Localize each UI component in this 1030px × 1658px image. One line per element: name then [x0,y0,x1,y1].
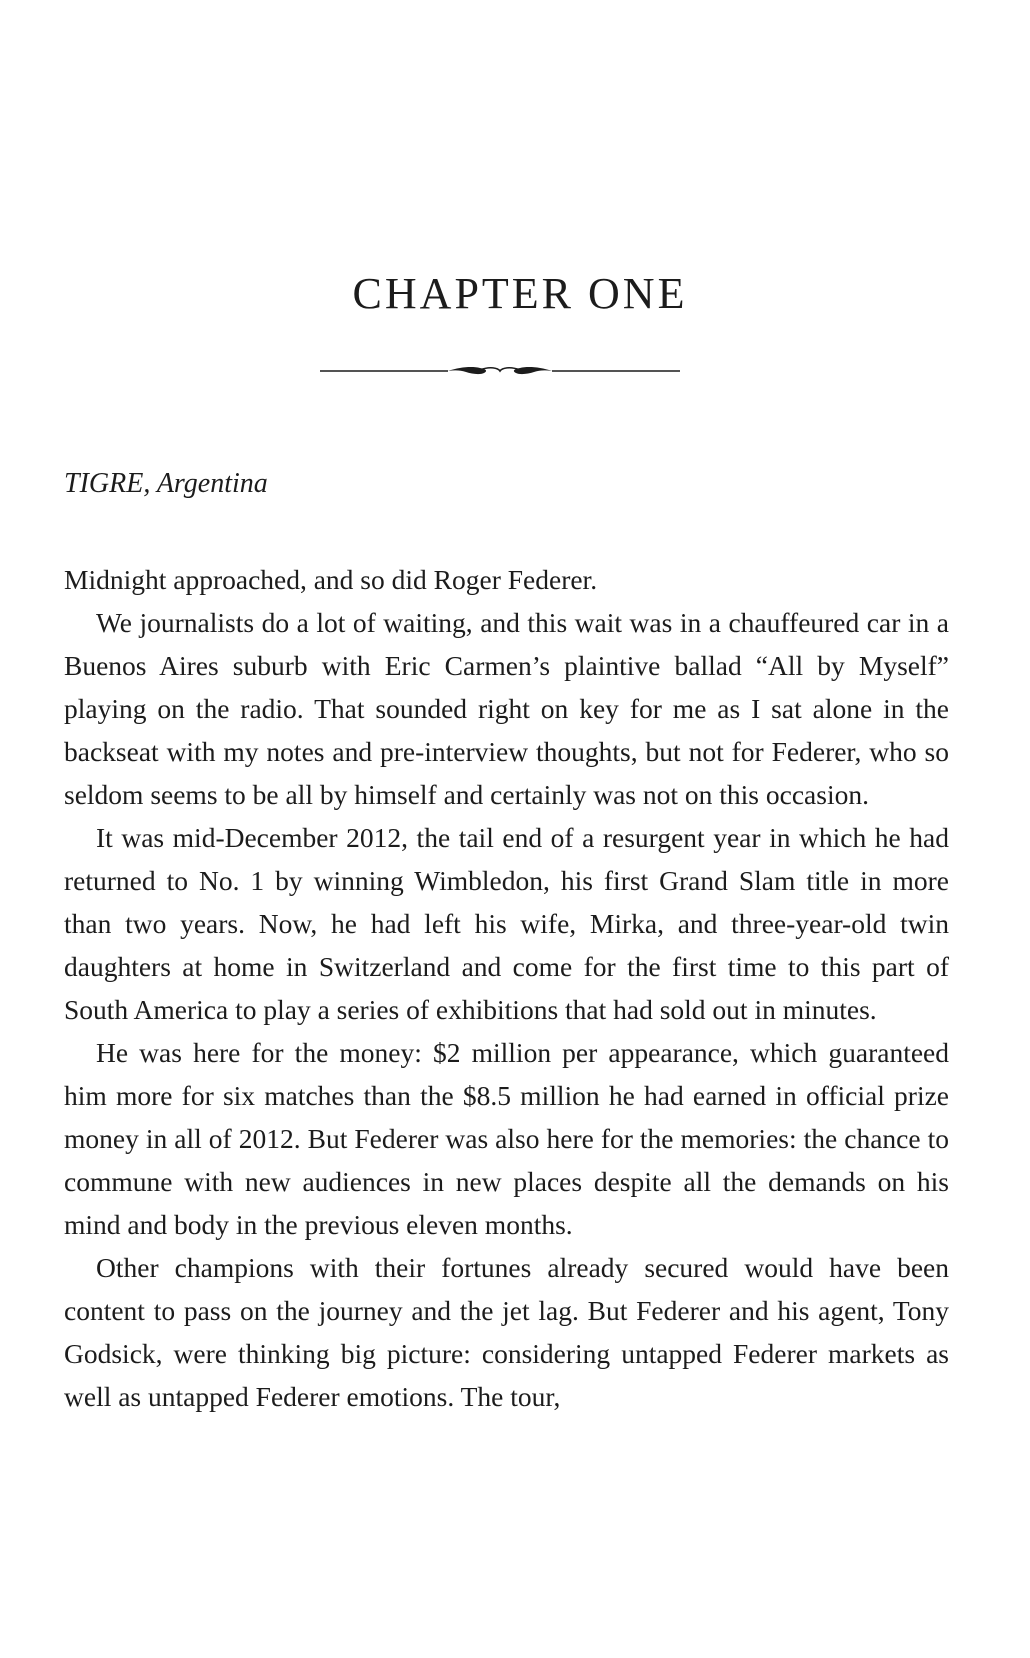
chapter-body [64,558,949,1418]
chapter-title: CHAPTER ONE [352,269,688,318]
paragraph-3: It was mid-December 2012, the tail end of a resurgent year in which he had returned to No. 1 by winning Wimbledon, his first Grand Slam title in more than two years. Now, he had left his wife, Mirka, and three-year-old twin daughters at home in Switzerland and come for the first time to this part of South America to play a series of exhibitions that had sold out in minutes. [64,822,949,1025]
dateline: TIGRE, Argentina [64,468,268,499]
paragraph-1: Midnight approached, and so did Roger Federer. [64,564,598,595]
divider-flourish-icon [320,358,680,384]
paragraph-5: Other champions with their fortunes already secured would have been content to pass on the journey and the jet lag. But Federer and his agent, Tony Godsick, were thinking big picture: considering untapped Federer markets as well as untapped Federer emotions. The tour, [64,1252,949,1412]
paragraph-4: He was here for the money: $2 million per appearance, which guaranteed him more for six matches than the $8.5 million he had earned in official prize money in all of 2012. But Federer was also here for the memories: the chance to commune with new audiences in new places despite all the demands on his mind and body in the previous eleven months. [64,1037,949,1240]
paragraph-2: We journalists do a lot of waiting, and this wait was in a chauffeured car in a Buenos Aires suburb with Eric Carmen’s plaintive ballad “All by Myself” playing on the radio. That sounded right on key for me as I sat alone in the backseat with my notes and pre-interview thoughts, but not for Federer, who so seldom seems to be all by himself and certainly was not on this occasion. [64,607,949,810]
